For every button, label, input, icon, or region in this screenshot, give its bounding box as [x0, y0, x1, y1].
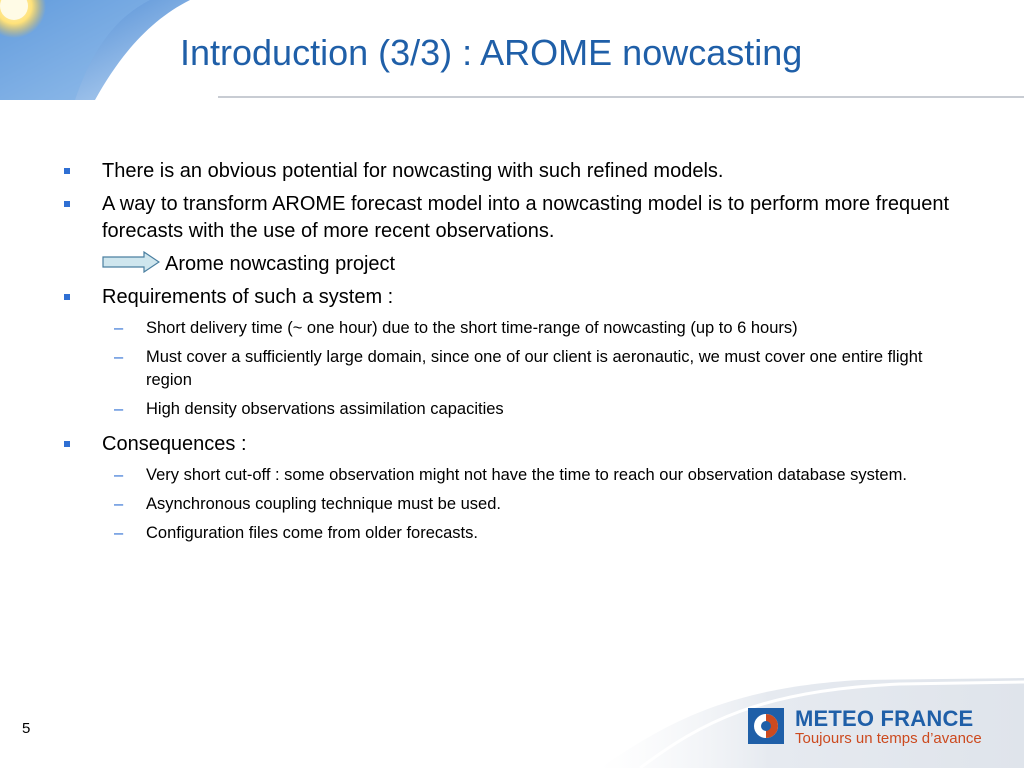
sub-bullet-text: High density observations assimilation capacities: [146, 400, 504, 418]
square-bullet-icon: [64, 168, 70, 174]
bullet-item: [62, 158, 962, 185]
sub-bullet-item: [62, 493, 962, 516]
dash-bullet: –: [114, 319, 124, 337]
bullet-item: [62, 431, 962, 458]
title-divider: [218, 96, 1024, 98]
bullet-item: [62, 284, 962, 311]
sub-bullet-item: [62, 317, 962, 340]
bullet-text: Consequences :: [102, 433, 247, 455]
sub-bullet-text: Short delivery time (~ one hour) due to the short time-range of nowcasting (up to 6 hours): [146, 319, 798, 337]
sub-bullet-item: [62, 398, 962, 421]
bullet-item: [62, 191, 962, 245]
sub-bullet-text: Configuration files come from older forecasts.: [146, 524, 478, 542]
arrow-label: Arome nowcasting project: [165, 253, 396, 275]
slide-title: Introduction (3/3) : AROME nowcasting: [180, 32, 803, 73]
dash-bullet: –: [114, 495, 124, 513]
bullet-list: [62, 158, 962, 545]
arrow-row: [62, 251, 962, 284]
dash-bullet: –: [114, 524, 124, 542]
sub-bullet-text: Must cover a sufficiently large domain, since one of our client is aeronautic, we must cover one entire flight region: [146, 348, 923, 389]
sun-wave-decoration: [0, 0, 200, 110]
bullet-text: There is an obvious potential for nowcasting with such refined models.: [102, 160, 724, 182]
meteo-france-logo: [748, 706, 998, 750]
dash-bullet: –: [114, 466, 124, 484]
logo-title: METEO FRANCE: [795, 706, 974, 731]
sub-bullet-item: [62, 522, 962, 545]
sub-bullet-text: Very short cut-off : some observation might not have the time to reach our observation database system.: [146, 466, 907, 484]
bullet-text: Requirements of such a system :: [102, 286, 394, 308]
square-bullet-icon: [64, 294, 70, 300]
sub-bullet-item: [62, 346, 962, 392]
dash-bullet: –: [114, 348, 124, 366]
square-bullet-icon: [64, 441, 70, 447]
dash-bullet: –: [114, 400, 124, 418]
sub-bullet-item: [62, 464, 962, 487]
bullet-text: A way to transform AROME forecast model into a nowcasting model is to perform more frequent forecasts with the use of more recent observations.: [102, 193, 950, 242]
page-number: 5: [22, 720, 31, 737]
square-bullet-icon: [64, 201, 70, 207]
logo-tagline: Toujours un temps d’avance: [795, 730, 982, 747]
right-arrow-icon: [102, 251, 160, 273]
sub-bullet-text: Asynchronous coupling technique must be used.: [146, 495, 501, 513]
meteo-france-emblem-icon: [748, 708, 784, 744]
